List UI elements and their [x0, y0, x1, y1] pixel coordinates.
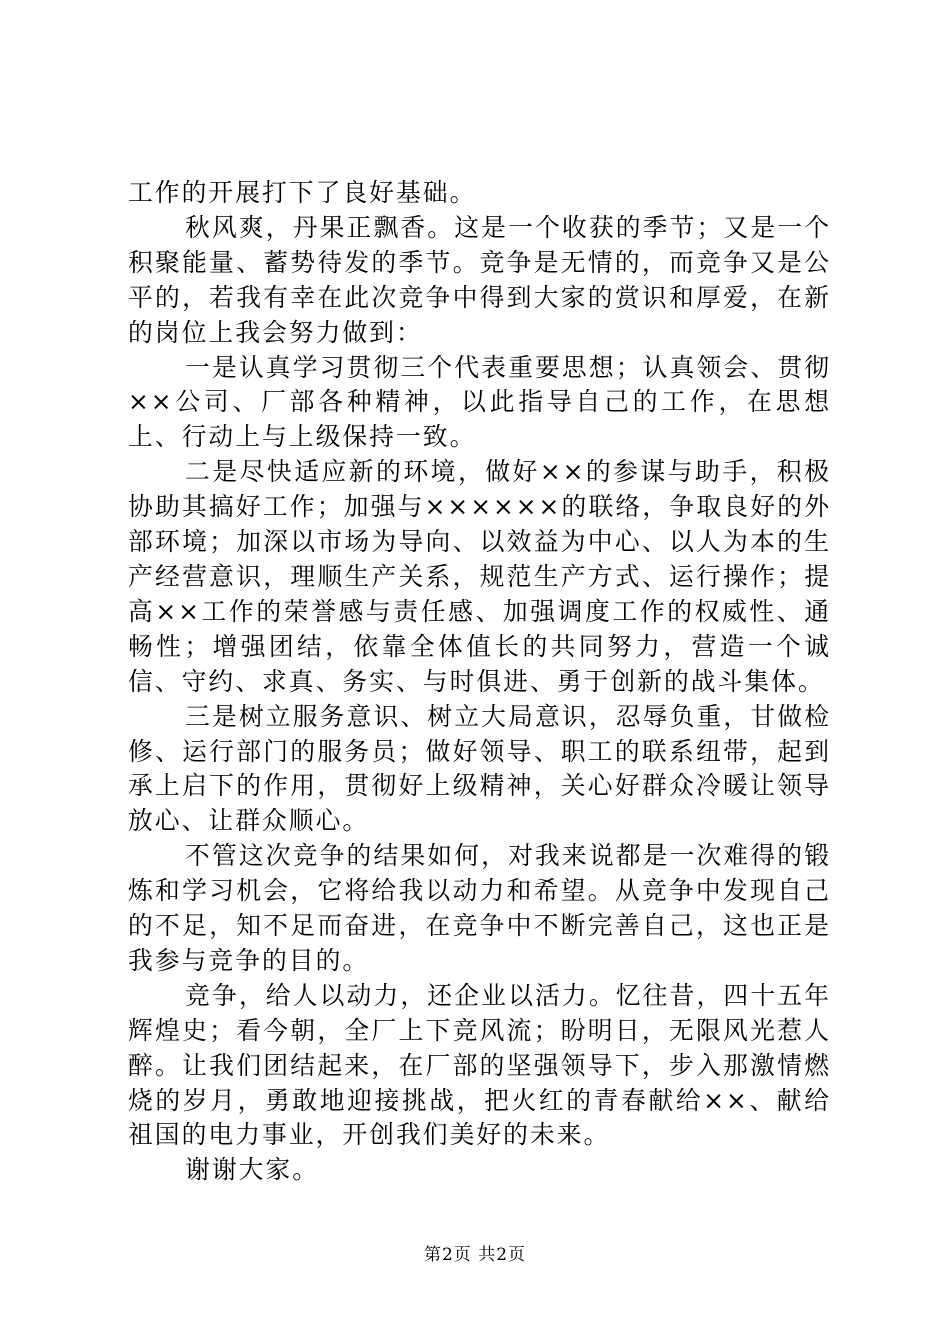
paragraph-point-one: 一是认真学习贯彻三个代表重要思想；认真领会、贯彻××公司、厂部各种精神，以此指导自己的工作，在思想上、行动上与上级保持一致。 [128, 352, 831, 452]
paragraph-point-two: 二是尽快适应新的环境，做好××的参谋与助手，积极协助其搞好工作；加强与××××××的联络，争取良好的外部环境；加深以市场为导向、以效益为中心、以人为本的生产经营意识，理顺生产关系，规范生产方式、运行操作；提高××工作的荣誉感与责任感、加强调度工作的权威性、通畅性；增强团结，依靠全体值长的共同努力，营造一个诚信、守约、求真、务实、与时俱进、勇于创新的战斗集体。 [128, 457, 831, 696]
paragraph-thanks: 谢谢大家。 [185, 1155, 320, 1185]
paragraph-closing: 竞争，给人以动力，还企业以活力。忆往昔，四十五年辉煌史；看今朝，全厂上下竞风流；盼明日，无限风光惹人醉。让我们团结起来，在厂部的坚强领导下，步入那激情燃烧的岁月，勇敢地迎接挑战，把火红的青春献给××、献给祖国的电力事业，开创我们美好的未来。 [128, 980, 831, 1150]
paragraph-continuation: 工作的开展打下了良好基础。 [128, 178, 477, 207]
paragraph-competition-result: 不管这次竞争的结果如何，对我来说都是一次难得的锻炼和学习机会，它将给我以动力和希望。从竞争中发现自己的不足，知不足而奋进，在竞争中不断完善自己，这也正是我参与竞争的目的。 [128, 841, 831, 975]
paragraph-autumn: 秋风爽，丹果正飘香。这是一个收获的季节；又是一个积聚能量、蓄势待发的季节。竞争是无情的，而竞争又是公平的，若我有幸在此次竞争中得到大家的赏识和厚爱，在新的岗位上我会努力做到： [128, 212, 831, 347]
page-footer: 第2页 共2页 [423, 1245, 527, 1265]
paragraph-point-three: 三是树立服务意识、树立大局意识，忍辱负重，甘做检修、运行部门的服务员；做好领导、职工的联系纽带，起到承上启下的作用，贯彻好上级精神，关心好群众冷暖让领导放心、让群众顺心。 [128, 701, 831, 836]
document-body [128, 176, 831, 1188]
